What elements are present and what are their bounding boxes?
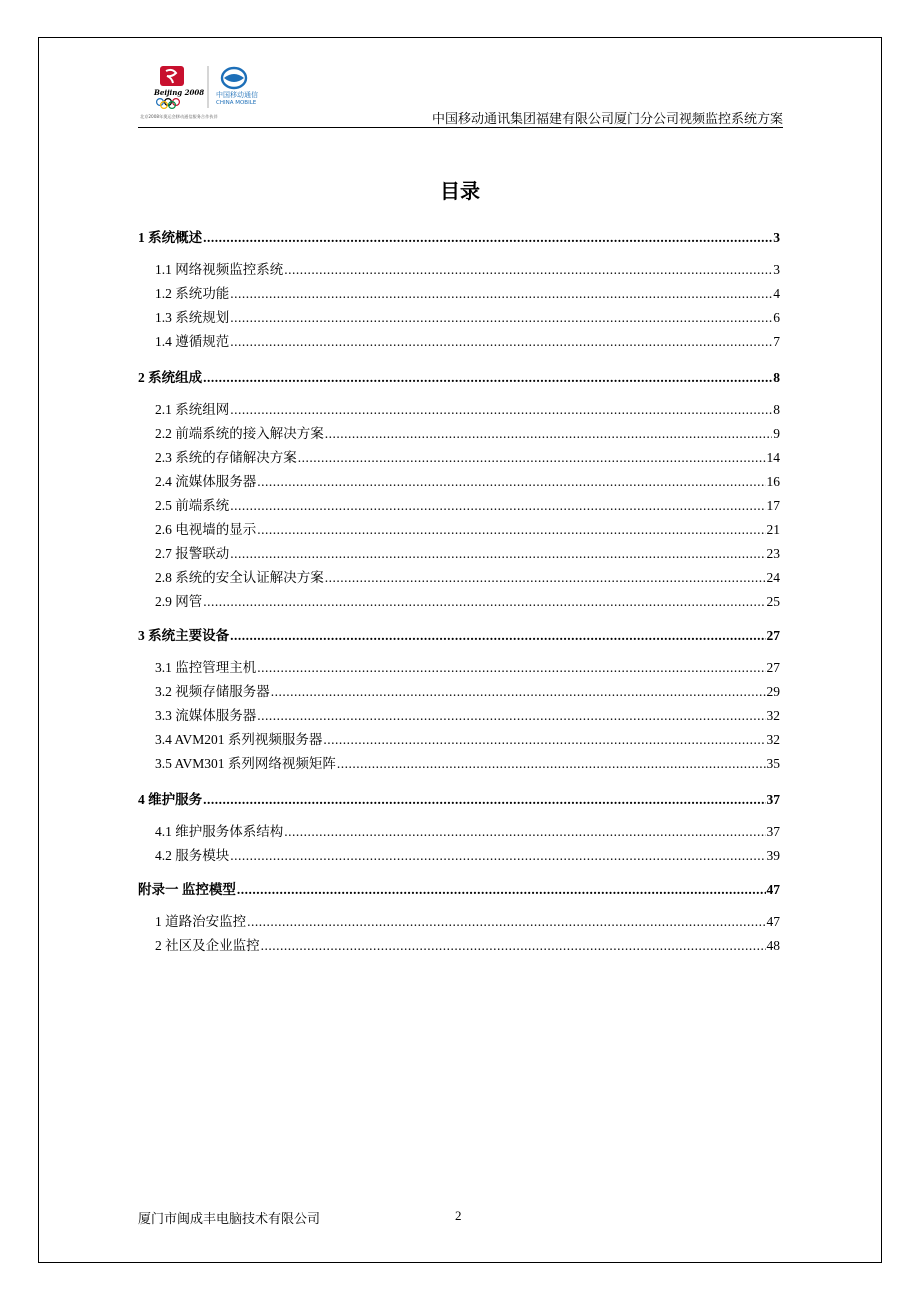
toc-entry-label: 4.2 服务模块 — [155, 848, 230, 863]
toc-entry-label: 2.3 系统的存储解决方案 — [155, 450, 297, 465]
toc-entry-page: 32 — [766, 708, 780, 723]
toc-leader-dots — [257, 660, 765, 676]
toc-entry-label: 1 系统概述 — [138, 230, 203, 245]
page-border — [38, 37, 882, 1263]
toc-entry[interactable] — [155, 934, 780, 954]
toc-leader-dots — [230, 334, 772, 350]
toc-entry[interactable] — [155, 728, 780, 748]
toc-entry[interactable] — [155, 752, 780, 772]
toc-entry-label: 1.3 系统规划 — [155, 310, 230, 325]
toc-entry-label: 1.4 遵循规范 — [155, 334, 230, 349]
toc-leader-dots — [323, 732, 765, 748]
toc-entry-label: 4 维护服务 — [138, 792, 203, 807]
toc-leader-dots — [261, 938, 766, 954]
toc-entry[interactable] — [155, 680, 780, 700]
toc-entry[interactable] — [138, 788, 780, 808]
toc-entry-page: 3 — [773, 262, 780, 277]
toc-entry-label: 3.5 AVM301 系列网络视频矩阵 — [155, 756, 336, 771]
toc-entry-label: 1 道路治安监控 — [155, 914, 247, 929]
header-title: 中国移动通讯集团福建有限公司厦门分公司视频监控系统方案 — [431, 111, 783, 126]
toc-entry-label: 3.2 视频存储服务器 — [155, 684, 270, 699]
toc-entry[interactable] — [155, 518, 780, 538]
toc-leader-dots — [230, 848, 765, 864]
toc-entry-label: 2.5 前端系统 — [155, 498, 230, 513]
toc-entry[interactable] — [155, 590, 780, 610]
toc-entry-page: 3 — [773, 230, 780, 245]
toc-entry-page: 25 — [766, 594, 780, 609]
toc-entry-label: 2.2 前端系统的接入解决方案 — [155, 426, 324, 441]
toc-entry-label: 3.3 流媒体服务器 — [155, 708, 257, 723]
toc-leader-dots — [237, 882, 766, 898]
toc-entry-page: 14 — [766, 450, 780, 465]
beijing-2008-china-mobile-logo — [138, 62, 280, 122]
toc-entry-page: 48 — [766, 938, 780, 953]
header-logos — [138, 62, 280, 122]
toc-entry-label: 3 系统主要设备 — [138, 628, 230, 643]
toc-leader-dots — [257, 708, 765, 724]
toc-entry-page: 8 — [773, 402, 780, 417]
toc-entry[interactable] — [155, 446, 780, 466]
toc-leader-dots — [271, 684, 766, 700]
toc-leader-dots — [325, 426, 773, 442]
toc-entry-page: 7 — [773, 334, 780, 349]
toc-entry-label: 1.2 系统功能 — [155, 286, 230, 301]
toc-title: 目录 — [440, 179, 480, 203]
toc-leader-dots — [230, 402, 772, 418]
toc-entry-page: 23 — [766, 546, 780, 561]
toc-entry-page: 24 — [766, 570, 780, 585]
toc-entry[interactable] — [155, 494, 780, 514]
toc-entry[interactable] — [155, 282, 780, 302]
toc-entry-label: 2.9 网管 — [155, 594, 203, 609]
toc-entry[interactable] — [155, 306, 780, 326]
toc-entry-page: 6 — [773, 310, 780, 325]
toc-entry[interactable] — [155, 656, 780, 676]
toc-entry-page: 47 — [766, 882, 780, 897]
toc-entry[interactable] — [155, 470, 780, 490]
toc-leader-dots — [230, 286, 772, 302]
toc-entry-label: 1.1 网络视频监控系统 — [155, 262, 284, 277]
toc-entry[interactable] — [155, 566, 780, 586]
toc-leader-dots — [284, 824, 765, 840]
toc-entry[interactable] — [155, 258, 780, 278]
toc-entry[interactable] — [155, 704, 780, 724]
toc-leader-dots — [247, 914, 765, 930]
toc-entry[interactable] — [155, 844, 780, 864]
toc-entry-page: 17 — [766, 498, 780, 513]
toc-entry-page: 16 — [766, 474, 780, 489]
toc-entry[interactable] — [138, 878, 780, 898]
toc-entry[interactable] — [155, 398, 780, 418]
toc-entry[interactable] — [138, 366, 780, 386]
toc-entry-page: 29 — [766, 684, 780, 699]
toc-entry-label: 3.4 AVM201 系列视频服务器 — [155, 732, 323, 747]
toc-leader-dots — [337, 756, 766, 772]
toc-entry[interactable] — [155, 910, 780, 930]
toc-leader-dots — [298, 450, 766, 466]
svg-text:CHINA MOBILE: CHINA MOBILE — [216, 100, 257, 106]
toc-entry-label: 3.1 监控管理主机 — [155, 660, 257, 675]
toc-entry-label: 2.7 报警联动 — [155, 546, 230, 561]
toc-leader-dots — [325, 570, 766, 586]
toc-entry[interactable] — [155, 330, 780, 350]
toc-entry-page: 47 — [766, 914, 780, 929]
svg-text:中国移动通信: 中国移动通信 — [216, 91, 258, 99]
toc-leader-dots — [230, 546, 765, 562]
toc-entry-page: 39 — [766, 848, 780, 863]
toc-entry-page: 37 — [766, 792, 780, 807]
toc-entry-page: 32 — [766, 732, 780, 747]
toc-leader-dots — [230, 498, 765, 514]
toc-entry[interactable] — [138, 624, 780, 644]
toc-leader-dots — [203, 594, 765, 610]
toc-entry-label: 附录一 监控模型 — [138, 882, 236, 897]
toc-entry-page: 8 — [773, 370, 780, 385]
toc-leader-dots — [230, 628, 765, 644]
toc-entry[interactable] — [155, 542, 780, 562]
toc-entry-page: 27 — [766, 628, 780, 643]
toc-leader-dots — [257, 474, 765, 490]
toc-entry-label: 2.8 系统的安全认证解决方案 — [155, 570, 324, 585]
toc-entry-page: 37 — [766, 824, 780, 839]
svg-text:Beijing 2008: Beijing 2008 — [154, 88, 205, 97]
toc-entry-page: 27 — [766, 660, 780, 675]
toc-leader-dots — [203, 792, 765, 808]
header-rule — [138, 127, 783, 128]
toc-leader-dots — [257, 522, 765, 538]
toc-entry-label: 4.1 维护服务体系结构 — [155, 824, 284, 839]
toc-entry-page: 9 — [773, 426, 780, 441]
toc-entry-page: 35 — [766, 756, 780, 771]
toc-entry-label: 2.1 系统组网 — [155, 402, 230, 417]
toc-entry[interactable] — [155, 820, 780, 840]
toc-entry-label: 2.6 电视墙的显示 — [155, 522, 257, 537]
svg-text:北京2008年奥运会移动通信服务合作伙伴: 北京2008年奥运会移动通信服务合作伙伴 — [140, 114, 218, 119]
page-number: 2 — [455, 1208, 462, 1223]
toc-entry-label: 2 社区及企业监控 — [155, 938, 260, 953]
toc-leader-dots — [203, 230, 772, 246]
toc-entry-label: 2.4 流媒体服务器 — [155, 474, 257, 489]
toc-entry-page: 21 — [766, 522, 780, 537]
toc-entry-page: 4 — [773, 286, 780, 301]
toc-entry[interactable] — [138, 226, 780, 246]
toc-leader-dots — [284, 262, 772, 278]
toc-entry[interactable] — [155, 422, 780, 442]
toc-entry-label: 2 系统组成 — [138, 370, 203, 385]
toc-leader-dots — [230, 310, 772, 326]
footer-company: 厦门市闽成丰电脑技术有限公司 — [138, 1211, 321, 1226]
toc-leader-dots — [203, 370, 772, 386]
